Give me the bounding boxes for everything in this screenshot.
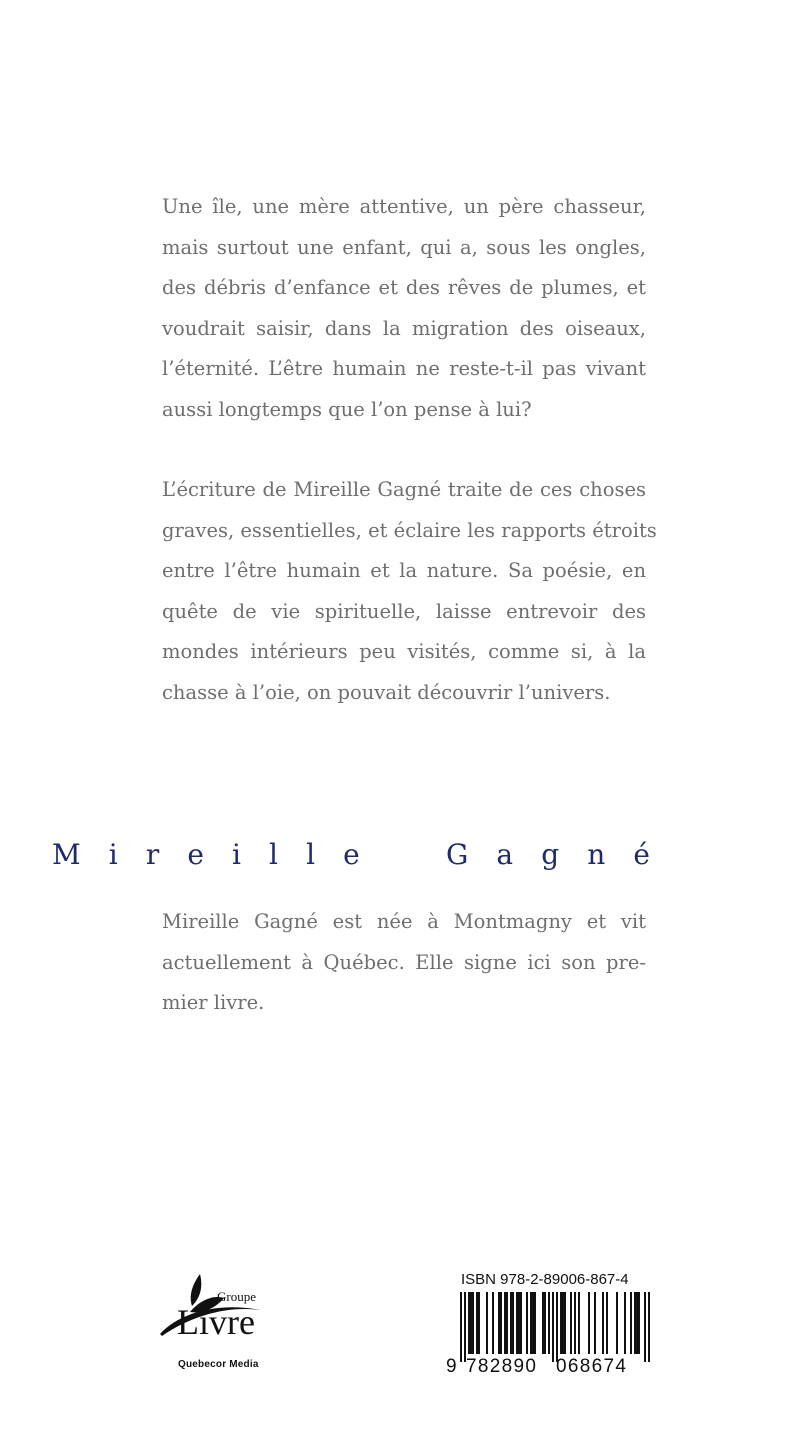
barcode-bar xyxy=(464,1292,466,1362)
barcode-bar xyxy=(606,1292,608,1354)
barcode-digits-right: 068674 xyxy=(556,1356,628,1374)
barcode-bar xyxy=(564,1292,566,1354)
barcode-bar xyxy=(530,1292,532,1354)
barcode-bar xyxy=(504,1292,506,1354)
barcode-bar xyxy=(500,1292,502,1354)
author-name-space xyxy=(388,838,418,871)
barcode-bar xyxy=(548,1292,550,1354)
barcode-digits-left: 782890 xyxy=(466,1356,538,1374)
barcode-bar xyxy=(478,1292,480,1354)
barcode-bar xyxy=(624,1292,626,1354)
barcode-bar xyxy=(542,1292,544,1354)
author-name-letter: i xyxy=(108,838,118,871)
barcode-bar xyxy=(544,1292,546,1354)
barcode-bar xyxy=(648,1292,650,1362)
author-name-letter: l xyxy=(269,838,279,871)
author-name-letter: a xyxy=(496,838,514,871)
barcode-bar xyxy=(520,1292,522,1354)
bio-line: actuellement à Québec. Elle signe ici son pre- xyxy=(162,950,646,974)
blurb-line: entre l’être humain et la nature. Sa poésie, en xyxy=(162,559,646,582)
publisher-logo xyxy=(160,1272,278,1377)
barcode-bar xyxy=(644,1292,646,1362)
barcode-bar xyxy=(588,1292,590,1354)
blurb-line: mais surtout une enfant, qui a, sous les ongles, xyxy=(162,235,646,259)
barcode-digit-first: 9 xyxy=(446,1356,457,1374)
barcode-bar xyxy=(638,1292,640,1354)
blurb-paragraph-2 xyxy=(162,470,657,713)
blurb-line: voudrait saisir, dans la migration des oiseaux, xyxy=(162,316,646,340)
blurb-line: graves, essentielles, et éclaire les rapports étroits xyxy=(162,518,657,542)
blurb-line: aussi longtemps que l’on pense à lui? xyxy=(162,397,532,421)
bio-line: mier livre. xyxy=(162,991,265,1014)
blurb-line: mondes intérieurs peu visités, comme si, à la xyxy=(162,640,646,663)
barcode-bar xyxy=(594,1292,596,1354)
barcode-bar xyxy=(578,1292,580,1354)
barcode-bar xyxy=(560,1292,562,1354)
barcode-bar xyxy=(570,1292,572,1354)
author-name-letter: n xyxy=(587,838,606,871)
barcode-bar xyxy=(476,1292,478,1354)
barcode-bar xyxy=(492,1292,494,1354)
author-name-letter: e xyxy=(187,838,204,871)
blurb-line: quête de vie spirituelle, laisse entrevoir des xyxy=(162,599,646,623)
barcode-bar xyxy=(602,1292,604,1354)
author-name-letter: e xyxy=(343,838,360,871)
barcode-bar xyxy=(630,1292,632,1354)
blurb-line: Une île, une mère attentive, un père chasseur, xyxy=(162,195,646,218)
blurb-line: chasse à l’oie, on pouvait découvrir l’univers. xyxy=(162,680,611,704)
author-name xyxy=(52,838,650,871)
barcode xyxy=(446,1292,650,1374)
blurb-paragraph-1 xyxy=(162,187,646,430)
barcode-bar xyxy=(506,1292,508,1354)
barcode-bar xyxy=(556,1292,558,1362)
barcode-bar xyxy=(472,1292,474,1354)
author-bio xyxy=(162,902,646,1024)
barcode-bar xyxy=(534,1292,536,1354)
barcode-bar xyxy=(516,1292,518,1354)
author-name-letter: é xyxy=(633,838,650,871)
barcode-bar xyxy=(574,1292,576,1354)
barcode-bar xyxy=(468,1292,470,1354)
barcode-bar xyxy=(470,1292,472,1354)
publisher-groupe: Groupe xyxy=(217,1289,256,1304)
barcode-bar xyxy=(552,1292,554,1362)
publisher-livre: Livre xyxy=(177,1302,255,1342)
barcode-bar xyxy=(460,1292,462,1362)
barcode-bar xyxy=(616,1292,618,1354)
author-name-letter: M xyxy=(52,838,81,871)
barcode-bar xyxy=(510,1292,512,1354)
barcode-bar xyxy=(634,1292,636,1354)
author-name-letter: l xyxy=(306,838,316,871)
isbn-label: ISBN 978-2-89006-867-4 xyxy=(461,1271,629,1288)
author-name-letter: r xyxy=(145,838,160,871)
blurb-line: des débris d’enfance et des rêves de plumes, et xyxy=(162,276,646,299)
publisher-media: Quebecor Media xyxy=(178,1359,259,1370)
author-name-letter: G xyxy=(445,838,469,871)
barcode-bar xyxy=(486,1292,488,1354)
barcode-bar xyxy=(636,1292,638,1354)
barcode-bar xyxy=(498,1292,500,1354)
blurb-line: L’écriture de Mireille Gagné traite de ces choses xyxy=(162,478,646,501)
bio-line: Mireille Gagné est née à Montmagny et vit xyxy=(162,910,646,933)
barcode-bar xyxy=(562,1292,564,1354)
barcode-bar xyxy=(518,1292,520,1354)
barcode-bar xyxy=(532,1292,534,1354)
barcode-bar xyxy=(512,1292,514,1354)
author-name-letter: i xyxy=(231,838,241,871)
blurb-line: l’éternité. L’être humain ne reste-t-il pas vivant xyxy=(162,357,646,380)
author-name-letter: g xyxy=(541,838,560,871)
barcode-bar xyxy=(526,1292,528,1354)
